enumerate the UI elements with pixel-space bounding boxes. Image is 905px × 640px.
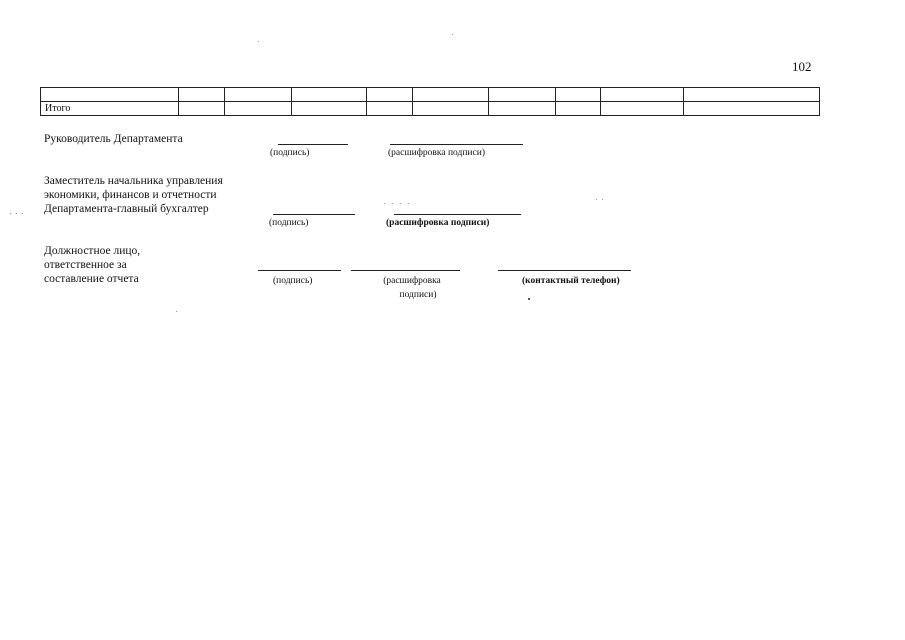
deputy-decoding-caption: (расшифровка подписи) (386, 218, 490, 228)
responsible-title-line-1: Должностное лицо, (44, 245, 141, 257)
head-decoding-line (390, 144, 523, 145)
responsible-decoding-caption-line-2: подписи) (399, 290, 437, 300)
head-signature-line (278, 144, 348, 145)
total-row-label: Итого (41, 102, 179, 116)
responsible-signature-caption: (подпись) (273, 276, 313, 286)
deputy-title-line-1: Заместитель начальника управления (44, 175, 223, 187)
deputy-title-line-2: экономики, финансов и отчетности (44, 189, 217, 201)
page-number: 102 (792, 59, 812, 74)
scan-speck (528, 298, 530, 300)
scan-speck (176, 311, 177, 312)
table-cell (413, 102, 489, 116)
table-cell (684, 88, 820, 102)
deputy-decoding-line (394, 214, 521, 215)
scan-speck (22, 213, 23, 214)
scan-speck (596, 199, 597, 200)
summary-table (40, 87, 820, 116)
scan-speck (258, 41, 259, 42)
head-title: Руководитель Департамента (44, 133, 183, 145)
scan-speck (384, 203, 385, 204)
responsible-phone-line (498, 270, 631, 271)
scan-speck (16, 213, 17, 214)
table-cell (179, 88, 225, 102)
table-cell (367, 88, 413, 102)
table-cell (292, 102, 367, 116)
table-total-row (41, 102, 820, 116)
responsible-decoding-line (351, 270, 460, 271)
scan-speck (602, 199, 603, 200)
responsible-signature-line (258, 270, 341, 271)
responsible-phone-caption: (контактный телефон) (522, 276, 620, 286)
table-cell (489, 88, 556, 102)
table-cell (41, 88, 179, 102)
table-cell (225, 102, 292, 116)
scan-speck (400, 203, 401, 204)
deputy-signature-line (273, 214, 355, 215)
head-signature-caption: (подпись) (270, 148, 310, 158)
responsible-title-line-2: ответственное за (44, 259, 127, 271)
table-cell (225, 88, 292, 102)
table-cell (684, 102, 820, 116)
responsible-decoding-caption-line-1: (расшифровка (383, 276, 441, 286)
scan-speck (10, 213, 11, 214)
table-cell (556, 102, 601, 116)
head-decoding-caption: (расшифровка подписи) (388, 148, 485, 158)
table-cell (601, 88, 684, 102)
table-cell (556, 88, 601, 102)
scan-speck (392, 203, 393, 204)
responsible-title-line-3: составление отчета (44, 273, 139, 285)
deputy-signature-caption: (подпись) (269, 218, 309, 228)
scan-speck (408, 203, 409, 204)
table-cell (413, 88, 489, 102)
scan-speck (452, 34, 453, 35)
table-cell (179, 102, 225, 116)
table-cell (601, 102, 684, 116)
table-cell (367, 102, 413, 116)
deputy-title-line-3: Департамента-главный бухгалтер (44, 203, 209, 215)
table-cell (489, 102, 556, 116)
table-cell (292, 88, 367, 102)
table-row (41, 88, 820, 102)
